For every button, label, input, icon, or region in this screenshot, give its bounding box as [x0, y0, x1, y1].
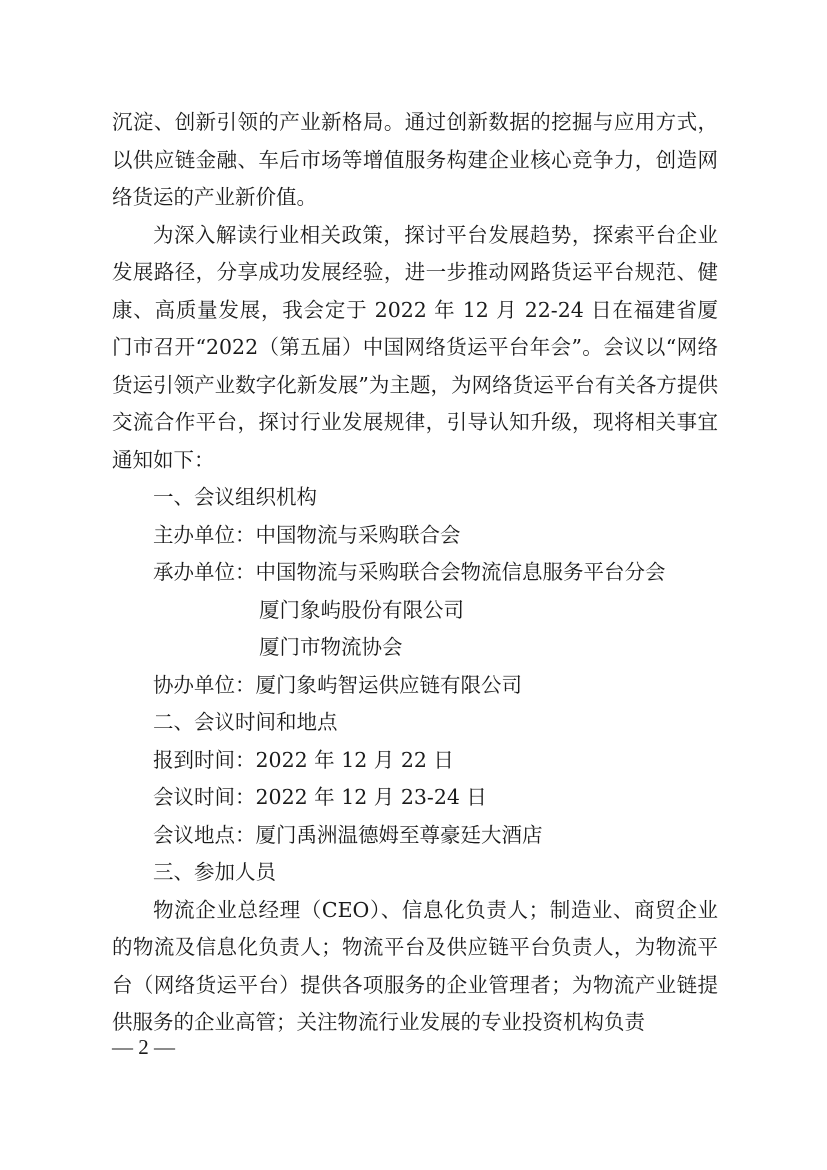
paragraph-meeting-announcement: 为深入解读行业相关政策，探讨平台发展趋势，探索平台企业发展路径，分享成功发展经验，进一步推动网路货运平台规范、健康、高质量发展，我会定于 2022 年 12 月 22-24 日在福建省厦门市召开“2022（第五届）中国网络货运平台年会”。会议以“网络货运引领产业数字化新发展”为主题，为网络货运平台有关各方提供交流合作平台，探讨行业发展规律，引导认知升级，现将相关事宜通知如下： — [112, 222, 718, 472]
section-heading-time-place: 二、会议时间和地点 — [153, 710, 338, 734]
section-heading-organization: 一、会议组织机构 — [153, 485, 317, 509]
paragraph-intro-continuation: 沉淀、创新引领的产业新格局。通过创新数据的挖掘与应用方式，以供应链金融、车后市场等增值服务构建企业核心竞争力，创造网络货运的产业新价值。 — [112, 110, 718, 209]
organizer-unit-2: 厦门象屿股份有限公司 — [259, 597, 464, 622]
document-body — [112, 104, 718, 1042]
paragraph-participants: 物流企业总经理（CEO）、信息化负责人；制造业、商贸企业的物流及信息化负责人；物流平台及供应链平台负责人，为物流平台（网络货运平台）提供各项服务的企业管理者；为物流产业链提供服务的企业高管；关注物流行业发展的专业投资机构负责 — [112, 897, 718, 1034]
co-organizer-unit: 协办单位：厦门象屿智运供应链有限公司 — [153, 672, 522, 697]
meeting-venue: 会议地点：厦门禹洲温德姆至尊豪廷大酒店 — [153, 822, 543, 847]
host-unit: 主办单位：中国物流与采购联合会 — [153, 522, 461, 547]
meeting-time: 会议时间：2022 年 12 月 23-24 日 — [153, 785, 487, 809]
section-heading-participants: 三、参加人员 — [153, 860, 276, 884]
page-number: — 2 — — [112, 1035, 175, 1059]
organizer-unit-1: 承办单位：中国物流与采购联合会物流信息服务平台分会 — [153, 560, 666, 584]
organizer-unit-3: 厦门市物流协会 — [259, 635, 403, 659]
checkin-time: 报到时间：2022 年 12 月 22 日 — [153, 747, 454, 772]
